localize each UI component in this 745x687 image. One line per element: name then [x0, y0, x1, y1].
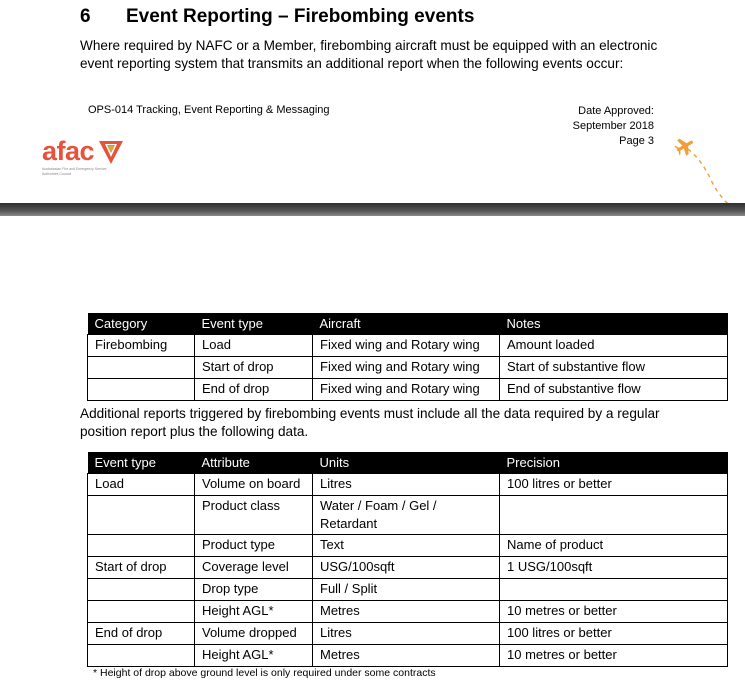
header-precision: Precision — [500, 452, 728, 474]
table-cell: 100 litres or better — [500, 474, 728, 496]
firebombing-events-table — [87, 313, 728, 401]
table-cell: Start of substantive flow — [500, 357, 728, 379]
table-row — [88, 535, 728, 557]
table-row — [88, 645, 728, 667]
table-row — [88, 557, 728, 579]
table-cell: Product class — [195, 496, 313, 535]
header-attribute: Attribute — [195, 452, 313, 474]
table-cell: Height AGL* — [195, 601, 313, 623]
table-cell: Fixed wing and Rotary wing — [313, 379, 500, 401]
table-cell: Litres — [313, 623, 500, 645]
report-attributes-table — [87, 452, 728, 667]
table-cell: End of drop — [195, 379, 313, 401]
header-units: Units — [313, 452, 500, 474]
table-cell: 1 USG/100sqft — [500, 557, 728, 579]
table-cell: Text — [313, 535, 500, 557]
table-cell: Metres — [313, 601, 500, 623]
additional-reports-paragraph: Additional reports triggered by firebombing events must include all the data required by a regular position report plus the following data. — [80, 406, 660, 439]
table-cell: Metres — [313, 645, 500, 667]
table-row — [88, 335, 728, 357]
table-cell: Volume on board — [195, 474, 313, 496]
section-heading — [80, 6, 474, 28]
logo-shield-icon — [96, 136, 126, 166]
table-cell: Fixed wing and Rotary wing — [313, 357, 500, 379]
table-cell — [500, 579, 728, 601]
header-category: Category — [88, 313, 195, 335]
table-cell: Name of product — [500, 535, 728, 557]
afac-logo — [42, 136, 126, 176]
table-row — [88, 379, 728, 401]
header-notes: Notes — [500, 313, 728, 335]
table-cell — [88, 645, 195, 667]
table-row — [88, 579, 728, 601]
table-cell: Drop type — [195, 579, 313, 601]
table-cell: 10 metres or better — [500, 601, 728, 623]
table-row — [88, 474, 728, 496]
table-cell — [500, 496, 728, 535]
table-row — [88, 496, 728, 535]
table-cell — [88, 496, 195, 535]
table-cell: Litres — [313, 474, 500, 496]
airplane-icon — [668, 132, 738, 207]
table-row — [88, 601, 728, 623]
table-cell: Coverage level — [195, 557, 313, 579]
table-cell: Fixed wing and Rotary wing — [313, 335, 500, 357]
table-cell — [88, 379, 195, 401]
header-aircraft: Aircraft — [313, 313, 500, 335]
table-cell: Full / Split — [313, 579, 500, 601]
table-cell — [88, 601, 195, 623]
table-row — [88, 623, 728, 645]
table-header-row — [88, 452, 728, 474]
table-header-row — [88, 313, 728, 335]
table-cell — [88, 535, 195, 557]
intro-paragraph: Where required by NAFC or a Member, firebombing aircraft must be equipped with an electronic event reporting system that transmits an additional report when the following events occur: — [80, 38, 658, 71]
table-cell: End of substantive flow — [500, 379, 728, 401]
date-approved-label: Date Approved: — [578, 105, 654, 117]
table-cell: Firebombing — [88, 335, 195, 357]
header-event-type: Event type — [88, 452, 195, 474]
table-cell: USG/100sqft — [313, 557, 500, 579]
table-row — [88, 357, 728, 379]
page-number: Page 3 — [619, 135, 654, 147]
section-title: Event Reporting – Firebombing events — [126, 6, 475, 27]
table-cell: Water / Foam / Gel / Retardant — [313, 496, 500, 535]
header-band — [0, 203, 745, 216]
table-cell: Load — [88, 474, 195, 496]
footer-meta — [573, 104, 654, 149]
header-event-type: Event type — [195, 313, 313, 335]
table-cell: Load — [195, 335, 313, 357]
section-number: 6 — [80, 6, 91, 27]
table-cell: End of drop — [88, 623, 195, 645]
table-cell — [88, 579, 195, 601]
table-cell: Volume dropped — [195, 623, 313, 645]
logo-subtitle: Australasian Fire and Emergency Service Authorities Council — [42, 167, 107, 176]
date-approved-value: September 2018 — [572, 120, 654, 132]
table-cell: 10 metres or better — [500, 645, 728, 667]
table-cell: Product type — [195, 535, 313, 557]
table-cell: 100 litres or better — [500, 623, 728, 645]
table-cell: Amount loaded — [500, 335, 728, 357]
logo-wordmark: afac — [42, 136, 95, 166]
table-cell: Height AGL* — [195, 645, 313, 667]
table-cell — [88, 357, 195, 379]
footer-document-title: OPS-014 Tracking, Event Reporting & Messaging — [88, 104, 330, 116]
table-cell: Start of drop — [195, 357, 313, 379]
footnote: * Height of drop above ground level is only required under some contracts — [93, 667, 436, 679]
table-cell: Start of drop — [88, 557, 195, 579]
